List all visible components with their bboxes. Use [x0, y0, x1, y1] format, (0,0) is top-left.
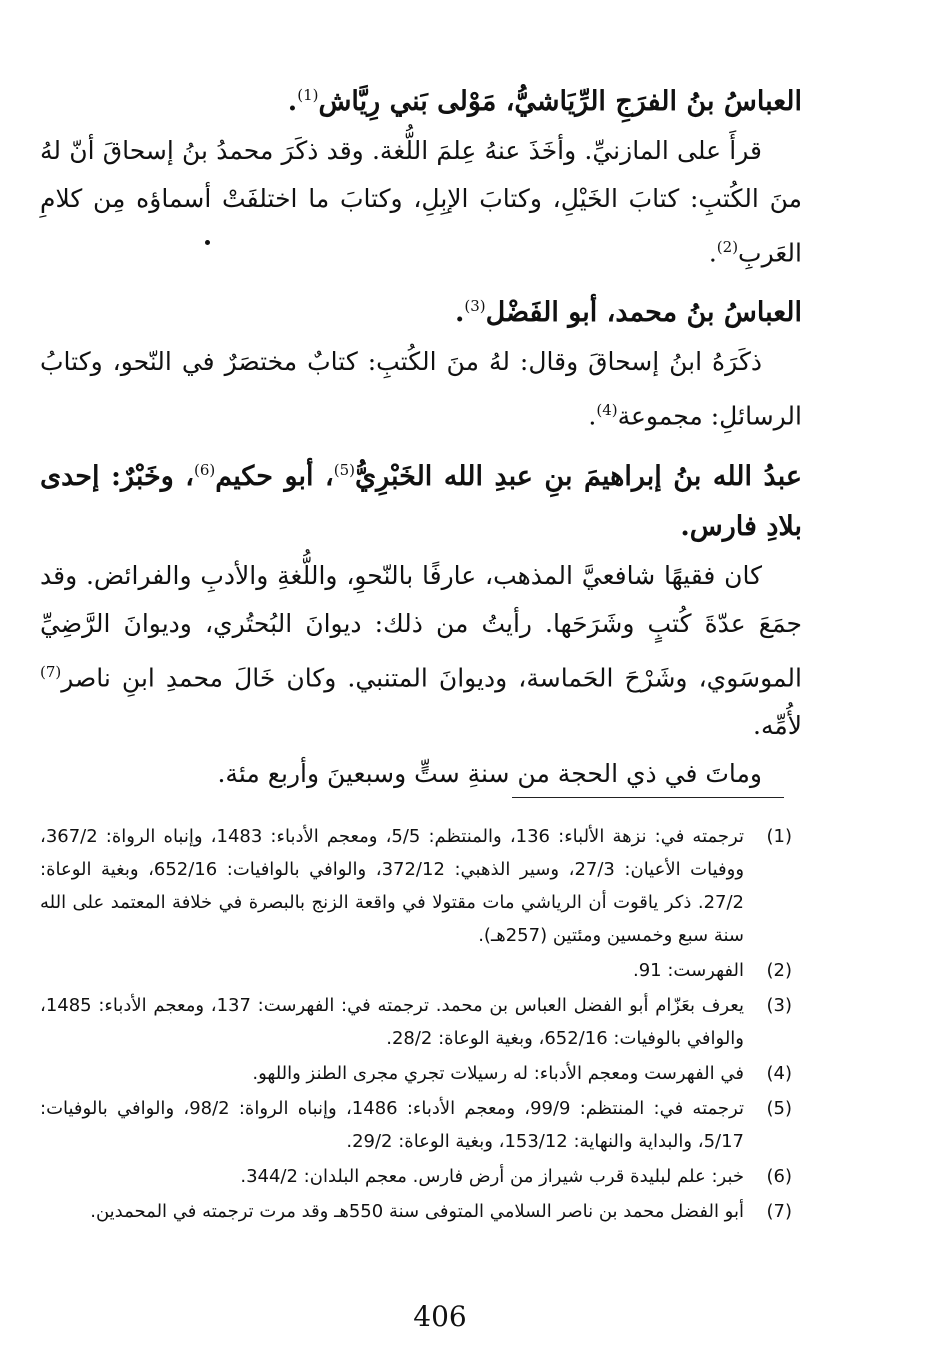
- entry-body: [40, 338, 802, 440]
- paragraph-end: .: [588, 401, 597, 431]
- page-number: 406: [413, 1300, 467, 1333]
- footnote: [40, 820, 792, 952]
- footnote-ref: (4): [596, 401, 618, 420]
- heading-text: عبدُ الله بنُ إبراهيمَ بنِ عبدِ الله الخَبْرِيُّ: [354, 460, 802, 492]
- entry-abbas-riyashi: [40, 70, 802, 277]
- footnote: [40, 1195, 792, 1228]
- entry-paragraph: [40, 338, 802, 440]
- footnote: [40, 1057, 792, 1090]
- entry-heading: [40, 281, 802, 338]
- entry-paragraph: [40, 127, 802, 277]
- footnote-ref: (6): [194, 460, 216, 479]
- entry-heading: [40, 445, 802, 552]
- entry-paragraph: [40, 552, 802, 750]
- paragraph-text: كان فقيهًا شافعيَّ المذهب، عارفًا بالنّحوِ، واللُّغةِ والأدبِ والفرائض. وقد جمَعَ عدّةَ كُتبٍ وشَرَحَها. رأيتُ من ذلك: ديوانَ البُحتُري، وديوانَ الرَّضِيِّ الموسَوي، وشَرْحَ الحَماسة، وديوانَ المتنبي. وكان خَالَ محمدِ ابنِ ناصر: [40, 560, 802, 692]
- heading-text-mid2: ، وخَبْرٌ: [120, 460, 194, 492]
- footnote-text: الفهرست: 91.: [632, 960, 744, 981]
- entry-paragraph-last: وماتَ في ذي الحجة من سنةِ ستٍّ وسبعينَ وأربع مئة.: [217, 758, 762, 788]
- entry-body: [40, 127, 802, 277]
- footnote-ref: (5): [333, 460, 355, 479]
- entry-abbas-muhammad: [40, 281, 802, 440]
- footnote-number: (2): [766, 960, 792, 981]
- footnote-text: ترجمته في: المنتظم: 99/9، ومعجم الأدباء: 1486، وإنباه الرواة: 98/2، والوافي بالوفيات: 5/17، والبداية والنهاية: 153/12، وبغية الوعاة: 29/2.: [40, 1098, 744, 1152]
- heading-end: : إحدى بلادِ فارس.: [40, 460, 802, 542]
- footnote: [40, 1092, 792, 1158]
- footnote-divider: [512, 797, 784, 798]
- footnote: [40, 1160, 792, 1193]
- footnote-text: يعرف بعَزّام أبو الفضل العباس بن محمد. ترجمته في: الفهرست: 137، ومعجم الأدباء: 1485، والوافي بالوفيات: 652/16، وبغية الوعاة: 28/2.: [40, 995, 744, 1049]
- footnotes: [40, 820, 792, 1230]
- heading-text-mid: ، أبو حكيم: [215, 460, 334, 492]
- heading-end: .: [287, 86, 298, 117]
- entry-abdullah-khabri: [40, 445, 802, 798]
- footnote-number: (1): [766, 826, 792, 847]
- footnote-text: خبر: علم لبليدة قرب شيراز من أرض فارس. معجم البلدان: 344/2.: [240, 1166, 744, 1187]
- main-text: [40, 70, 802, 802]
- footnote-ref: (7): [40, 662, 62, 681]
- footnote-text: أبو الفضل محمد بن ناصر السلامي المتوفى سنة 550هـ وقد مرت ترجمته في المحمدين.: [90, 1201, 744, 1222]
- footnote-text: ترجمته في: نزهة الألباء: 136، والمنتظم: 5/5، ومعجم الأدباء: 1483، وإنباه الرواة: 367/2، ووفيات الأعيان: 27/3، وسير الذهبي: 372/12، والوافي بالوافيات: 652/16، وبغية الوعاة: 27/2. ذكر ياقوت أن الرياشي مات مقتولا في واقعة الزنج بالبصرة في خلافة المعتمد على الله سنة سبع وخمسين ومئتين (257هـ).: [40, 826, 745, 946]
- heading-end: .: [454, 297, 465, 329]
- footnote-ref: (2): [716, 238, 739, 256]
- footnote-ref: (3): [464, 297, 486, 316]
- footnote-number: (6): [766, 1166, 792, 1187]
- footnote-number: (7): [766, 1201, 792, 1222]
- paragraph-text: ذكَرَهُ ابنُ إسحاقَ وقال: لهُ منَ الكُتبِ: كتابٌ مختصَرٌ في النّحو، وكتابُ الرسائلِ: مجموعة: [40, 347, 802, 431]
- paragraph-end: لأُمِّه.: [753, 710, 802, 740]
- entry-heading: [40, 70, 802, 127]
- heading-text: العباسُ بنُ محمد، أبو الفَضْل: [485, 297, 802, 329]
- footnote: [40, 989, 792, 1055]
- paragraph-end: .: [708, 238, 717, 268]
- paragraph-text: قرأَ على المازنيِّ. وأخَذَ عنهُ عِلمَ اللُّغة. وقد ذكَرَ محمدُ بنُ إسحاقَ أنّ لهُ منَ الكُتبِ: كتابَ الخَيْلِ، وكتابَ الإبِلِ، وكتابَ ما اختلفَتْ أسماؤه مِن كلامِ العَربِ: [40, 136, 802, 268]
- footnote-number: (4): [766, 1063, 792, 1084]
- footnote-number: (3): [766, 995, 792, 1016]
- footnote-number: (5): [766, 1098, 792, 1119]
- heading-text: العباسُ بنُ الفرَجِ الرِّيَاشيُّ، مَوْلى بَني رِيَّاش: [318, 86, 802, 117]
- entry-body: [40, 552, 802, 798]
- stray-dot: [205, 240, 210, 245]
- footnote: [40, 954, 792, 987]
- footnote-ref: (1): [297, 86, 319, 104]
- footnote-text: في الفهرست ومعجم الأدباء: له رسيلات تجري مجرى الطنز واللهو.: [252, 1063, 744, 1084]
